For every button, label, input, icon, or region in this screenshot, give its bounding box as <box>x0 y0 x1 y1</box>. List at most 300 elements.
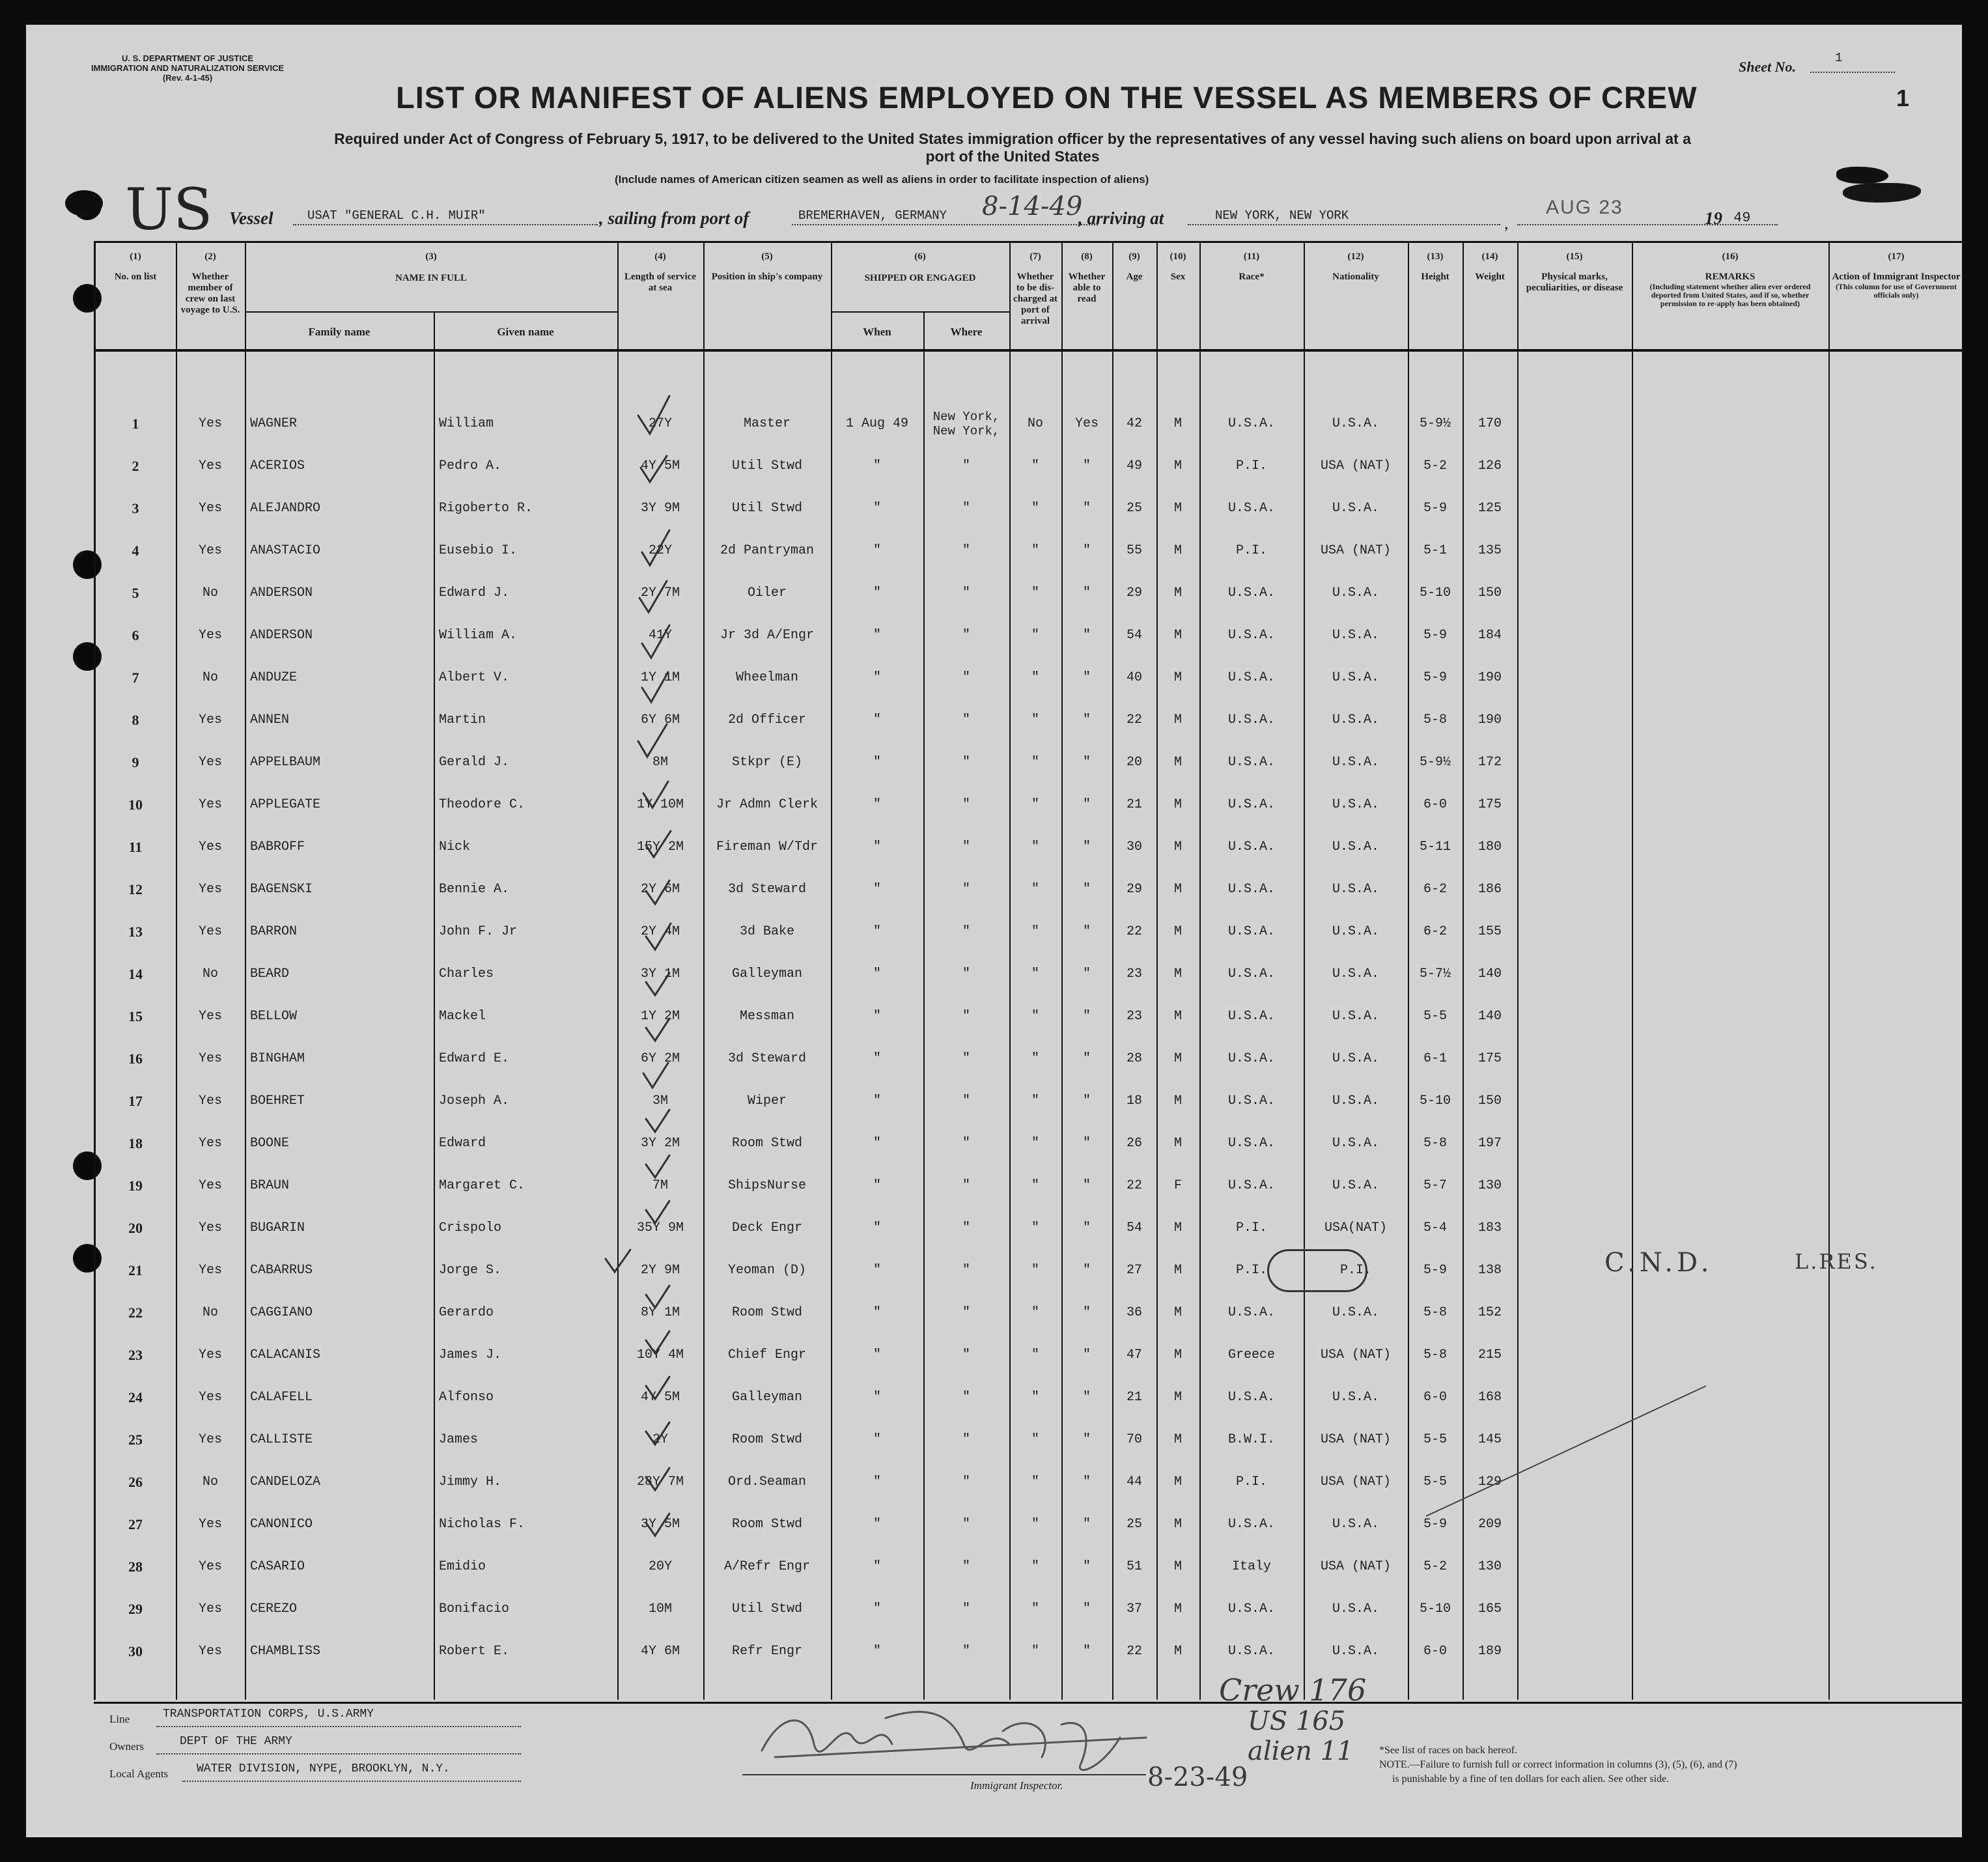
cell-weight: 172 <box>1477 755 1502 770</box>
cell-weight: 197 <box>1477 1136 1502 1151</box>
inspector-label: Immigrant Inspector. <box>970 1779 1063 1792</box>
cell-age: 51 <box>1126 1559 1142 1574</box>
cell-race: U.S.A. <box>1227 628 1275 643</box>
sheet-label: Sheet No. <box>1739 59 1796 75</box>
cell-where: " <box>962 1136 970 1151</box>
cell-read: " <box>1082 670 1091 685</box>
cell-age: 55 <box>1126 543 1142 558</box>
cell-read: " <box>1082 797 1091 812</box>
column-label: Whether able to read <box>1068 272 1106 304</box>
cell-when: " <box>873 1474 881 1489</box>
cell-sex: M <box>1173 1517 1182 1532</box>
cell-sex: M <box>1173 1263 1182 1278</box>
cell-discharged: " <box>1031 712 1039 727</box>
cell-discharged: " <box>1031 1009 1039 1024</box>
cell-sex: M <box>1173 501 1182 516</box>
table-row <box>26 1630 1962 1672</box>
table-row <box>26 572 1962 614</box>
column-header <box>1517 244 1632 294</box>
cell-where: " <box>962 585 970 600</box>
cell-crew: Yes <box>198 1517 222 1532</box>
alien-tally: alien 11 <box>1248 1736 1354 1766</box>
cell-position: Jr 3d A/Engr <box>720 628 815 643</box>
cell-position: Fireman W/Tdr <box>716 839 819 854</box>
cell-given: Nicholas F. <box>439 1517 525 1532</box>
cell-age: 40 <box>1126 670 1142 685</box>
cell-when: " <box>873 1051 881 1066</box>
cell-when: " <box>873 670 881 685</box>
cell-read: " <box>1082 1263 1091 1278</box>
cell-nationality: USA(NAT) <box>1324 1220 1387 1235</box>
vessel-label: Vessel <box>229 208 273 228</box>
cell-when: " <box>873 755 881 770</box>
cell-no: 17 <box>128 1092 143 1109</box>
column-number: (1) <box>130 251 141 262</box>
cell-position: 3d Bake <box>739 924 794 939</box>
manifest-page <box>26 25 1962 1837</box>
cell-given: Mackel <box>439 1009 486 1024</box>
cell-when: " <box>873 712 881 727</box>
table-row <box>26 953 1962 995</box>
cell-sex: F <box>1173 1178 1182 1193</box>
cell-weight: 130 <box>1477 1178 1502 1193</box>
cell-crew: Yes <box>198 712 222 727</box>
table-row <box>26 1334 1962 1376</box>
cell-when: " <box>873 924 881 939</box>
cell-no: 24 <box>128 1389 143 1405</box>
cell-service: 6Y 6M <box>640 712 680 727</box>
table-row <box>26 783 1962 826</box>
cell-position: Deck Engr <box>731 1220 803 1235</box>
cell-sex: M <box>1173 712 1182 727</box>
cell-service: 8M <box>652 755 668 770</box>
cell-when: " <box>873 1220 881 1235</box>
cell-read: " <box>1082 458 1091 473</box>
cell-service: 1Y 1M <box>640 670 680 685</box>
cell-no: 15 <box>128 1008 143 1024</box>
column-label: Action of Immigrant Inspector <box>1832 272 1961 282</box>
cell-nationality: U.S.A. <box>1332 797 1379 812</box>
cell-crew: Yes <box>198 797 222 812</box>
cell-age: 36 <box>1126 1305 1142 1320</box>
cell-read: " <box>1082 1432 1091 1447</box>
agents-label: Local Agents <box>109 1768 169 1780</box>
note-line-2: is punishable by a fine of ten dollars for each alien. See other side. <box>1392 1773 1670 1784</box>
cell-discharged: " <box>1031 1051 1039 1066</box>
cell-where: " <box>962 1601 970 1616</box>
cell-nationality: U.S.A. <box>1332 1178 1379 1193</box>
cell-where: " <box>962 966 970 981</box>
cell-discharged: " <box>1031 670 1039 685</box>
cell-crew: No <box>202 1474 218 1489</box>
cell-discharged: " <box>1031 839 1039 854</box>
cell-when: " <box>873 1263 881 1278</box>
column-number: (14) <box>1481 251 1498 262</box>
table-row <box>26 868 1962 910</box>
column-header <box>1463 244 1517 283</box>
owners-rule <box>156 1753 521 1755</box>
cell-weight: 180 <box>1477 839 1502 854</box>
cell-family: ALEJANDRO <box>250 501 321 516</box>
cell-discharged: " <box>1031 1178 1039 1193</box>
cell-crew: Yes <box>198 1601 222 1616</box>
cell-read: " <box>1082 1390 1091 1405</box>
cell-position: Chief Engr <box>727 1347 807 1362</box>
cell-when: " <box>873 1601 881 1616</box>
column-label: Position in ship's company <box>711 272 823 282</box>
cell-nationality: U.S.A. <box>1332 1644 1379 1659</box>
cell-where: " <box>962 1051 970 1066</box>
cell-given: Edward <box>439 1136 486 1151</box>
cell-given: Martin <box>439 712 486 727</box>
cell-age: 22 <box>1126 712 1142 727</box>
column-label: Nationality <box>1332 272 1379 282</box>
cell-height: 5-8 <box>1423 1347 1447 1362</box>
cell-race: P.I. <box>1235 1263 1267 1278</box>
department-block <box>91 53 284 83</box>
department-line: U. S. DEPARTMENT OF JUSTICE <box>122 53 254 63</box>
cell-position: Wheelman <box>735 670 798 685</box>
cell-nationality: U.S.A. <box>1332 1009 1379 1024</box>
cell-where: " <box>962 543 970 558</box>
cell-nationality: USA (NAT) <box>1320 1559 1392 1574</box>
cell-crew: Yes <box>198 1390 222 1405</box>
cell-height: 5-5 <box>1423 1474 1447 1489</box>
cell-sex: M <box>1173 1305 1182 1320</box>
cell-given: Gerald J. <box>439 755 510 770</box>
cell-when: " <box>873 501 881 516</box>
cell-sex: M <box>1173 1220 1182 1235</box>
cell-read: " <box>1082 882 1091 897</box>
cell-given: Alfonso <box>439 1390 494 1405</box>
sailing-value: BREMERHAVEN, GERMANY <box>798 208 947 223</box>
cell-family: CABARRUS <box>250 1263 313 1278</box>
cell-given: Emidio <box>439 1559 486 1574</box>
cell-no: 27 <box>128 1516 143 1532</box>
cell-weight: 190 <box>1477 670 1502 685</box>
cell-height: 6-2 <box>1423 882 1447 897</box>
cell-family: APPELBAUM <box>250 755 321 770</box>
cell-height: 5-8 <box>1423 1136 1447 1151</box>
cell-discharged: " <box>1031 966 1039 981</box>
cell-age: 30 <box>1126 839 1142 854</box>
cell-discharged: " <box>1031 1220 1039 1235</box>
cell-given: John F. Jr <box>439 924 518 939</box>
cell-no: 20 <box>128 1219 143 1236</box>
cell-sex: M <box>1173 1136 1182 1151</box>
cell-height: 5-9 <box>1423 1263 1447 1278</box>
cell-family: CALACANIS <box>250 1347 321 1362</box>
cell-where: " <box>962 628 970 643</box>
cell-where: " <box>962 1178 970 1193</box>
column-subheader: Where <box>950 326 983 338</box>
table-row <box>26 1588 1962 1630</box>
year-value: 49 <box>1733 210 1751 226</box>
cell-no: 9 <box>132 754 139 770</box>
cell-when: " <box>873 882 881 897</box>
column-number: (3) <box>425 251 437 262</box>
cell-height: 5-9 <box>1423 501 1447 516</box>
cell-when: " <box>873 1093 881 1108</box>
cell-family: WAGNER <box>250 416 298 431</box>
cell-when: " <box>873 1432 881 1447</box>
cell-position: Yeoman (D) <box>727 1263 807 1278</box>
cell-no: 5 <box>132 584 139 601</box>
cell-discharged: " <box>1031 458 1039 473</box>
cell-family: ANNEN <box>250 712 290 727</box>
cell-read: " <box>1082 1009 1091 1024</box>
cell-no: 29 <box>128 1600 143 1617</box>
document-subtitle <box>137 130 1888 165</box>
cell-family: ANDERSON <box>250 628 313 643</box>
cell-race: U.S.A. <box>1227 924 1275 939</box>
cell-weight: 184 <box>1477 628 1502 643</box>
cell-where: " <box>962 1559 970 1574</box>
cell-when: " <box>873 797 881 812</box>
cell-age: 27 <box>1126 1263 1142 1278</box>
cell-read: " <box>1082 1178 1091 1193</box>
table-row <box>26 1291 1962 1334</box>
cell-crew: Yes <box>198 1220 222 1235</box>
cell-nationality: U.S.A. <box>1332 1601 1379 1616</box>
column-header <box>176 244 245 316</box>
cell-nationality: U.S.A. <box>1332 1390 1379 1405</box>
table-row <box>26 487 1962 529</box>
column-label: Length of service at sea <box>624 272 696 293</box>
subtitle-note: (Include names of American citizen seamen as well as aliens in order to facilitate inspection of aliens) <box>615 173 1149 186</box>
cell-age: 18 <box>1126 1093 1142 1108</box>
cell-no: 1 <box>132 415 139 432</box>
cell-race: U.S.A. <box>1227 755 1275 770</box>
cell-sex: M <box>1173 1601 1182 1616</box>
cell-age: 47 <box>1126 1347 1142 1362</box>
cell-given: Edward E. <box>439 1051 510 1066</box>
cell-given: Gerardo <box>439 1305 494 1320</box>
cell-height: 5-11 <box>1419 839 1451 854</box>
cell-nationality: U.S.A. <box>1332 585 1379 600</box>
cell-position: 2d Officer <box>727 712 807 727</box>
cell-position: Room Stwd <box>731 1517 803 1532</box>
cell-weight: 165 <box>1477 1601 1502 1616</box>
cell-sex: M <box>1173 966 1182 981</box>
subtitle-line-1: Required under Act of Congress of February 5, 1917, to be delivered to the United States immigration officer by the representatives of any vessel having such aliens on board upon arrival at a <box>334 130 1691 147</box>
table-row <box>26 741 1962 783</box>
cell-weight: 186 <box>1477 882 1502 897</box>
cell-given: Jorge S. <box>439 1263 502 1278</box>
cell-where: " <box>962 1263 970 1278</box>
cell-position: Ord.Seaman <box>727 1474 807 1489</box>
cell-crew: Yes <box>198 543 222 558</box>
table-header-rule <box>94 350 1962 352</box>
cell-weight: 150 <box>1477 585 1502 600</box>
cell-service: 3Y 1M <box>640 966 680 981</box>
cell-crew: No <box>202 585 218 600</box>
crew-tally: Crew 176 <box>1219 1672 1367 1708</box>
cell-no: 21 <box>128 1262 143 1278</box>
cell-crew: Yes <box>198 1432 222 1447</box>
cell-weight: 140 <box>1477 966 1502 981</box>
column-number: (13) <box>1427 251 1444 262</box>
cell-age: 29 <box>1126 585 1142 600</box>
cell-where: New York, New York, <box>932 409 1000 438</box>
cell-nationality: U.S.A. <box>1332 1305 1379 1320</box>
cell-discharged: " <box>1031 1305 1039 1320</box>
table-row <box>26 614 1962 656</box>
column-header <box>1061 244 1112 305</box>
cell-position: 3d Steward <box>727 882 807 897</box>
cell-family: BEARD <box>250 966 290 981</box>
cell-discharged: No <box>1027 416 1043 431</box>
cell-when: " <box>873 1178 881 1193</box>
agents-rule <box>182 1781 521 1782</box>
cell-family: BAGENSKI <box>250 882 313 897</box>
cell-sex: M <box>1173 924 1182 939</box>
cell-height: 5-1 <box>1423 543 1447 558</box>
cell-where: " <box>962 924 970 939</box>
column-header <box>95 244 176 283</box>
column-header <box>1828 244 1962 300</box>
cell-where: " <box>962 839 970 854</box>
cell-no: 22 <box>128 1304 143 1321</box>
cell-where: " <box>962 501 970 516</box>
cell-sex: M <box>1173 839 1182 854</box>
cell-weight: 209 <box>1477 1517 1502 1532</box>
cell-nationality: U.S.A. <box>1332 712 1379 727</box>
cell-service: 15Y 2M <box>636 839 684 854</box>
line-value: TRANSPORTATION CORPS, U.S.ARMY <box>163 1708 374 1721</box>
cell-no: 10 <box>128 796 143 813</box>
cell-family: BARRON <box>250 924 298 939</box>
cell-read: " <box>1082 712 1091 727</box>
cell-when: " <box>873 1517 881 1532</box>
cell-no: 19 <box>128 1177 143 1194</box>
cell-service: 2Y 7M <box>640 585 680 600</box>
cell-sex: M <box>1173 1347 1182 1362</box>
cell-when: " <box>873 628 881 643</box>
cell-where: " <box>962 1305 970 1320</box>
sailing-label: , sailing from port of <box>599 208 749 228</box>
cell-sex: M <box>1173 1093 1182 1108</box>
cell-family: ANASTACIO <box>250 543 321 558</box>
column-header <box>617 244 703 294</box>
cell-discharged: " <box>1031 1601 1039 1616</box>
cell-nationality: USA (NAT) <box>1320 1347 1392 1362</box>
cell-discharged: " <box>1031 1263 1039 1278</box>
column-header <box>1156 244 1199 283</box>
cell-race: P.I. <box>1235 1220 1267 1235</box>
cell-crew: Yes <box>198 1347 222 1362</box>
cell-nationality: U.S.A. <box>1332 839 1379 854</box>
column-header <box>1112 244 1156 283</box>
column-number: (9) <box>1128 251 1140 262</box>
cell-crew: Yes <box>198 1644 222 1659</box>
cell-height: 5-9 <box>1423 1517 1447 1532</box>
cell-family: CAGGIANO <box>250 1305 313 1320</box>
cell-family: BELLOW <box>250 1009 298 1024</box>
table-row <box>26 1207 1962 1249</box>
sailing-line <box>792 224 1098 225</box>
column-number: (4) <box>654 251 666 262</box>
cell-service: 3Y 2M <box>640 1136 680 1151</box>
column-label: Whether to be dis-charged at port of arrival <box>1013 272 1057 326</box>
cell-read: " <box>1082 1305 1091 1320</box>
cell-discharged: " <box>1031 924 1039 939</box>
column-label: Race* <box>1239 272 1265 282</box>
cell-position: Wiper <box>747 1093 787 1108</box>
cell-age: 20 <box>1126 755 1142 770</box>
cell-no: 25 <box>128 1431 143 1448</box>
cell-given: Pedro A. <box>439 458 502 473</box>
cell-nationality: USA (NAT) <box>1320 458 1392 473</box>
cell-when: " <box>873 458 881 473</box>
cell-given: Bonifacio <box>439 1601 510 1616</box>
cell-where: " <box>962 797 970 812</box>
cell-height: 5-9½ <box>1419 755 1451 770</box>
cell-given: Bennie A. <box>439 882 510 897</box>
cell-service: 2Y 9M <box>640 1263 680 1278</box>
cell-read: " <box>1082 1051 1091 1066</box>
cell-age: 21 <box>1126 1390 1142 1405</box>
cell-service: 4Y 5M <box>640 1390 680 1405</box>
inspector-signature <box>755 1692 1159 1783</box>
column-number: (12) <box>1347 251 1364 262</box>
cell-height: 6-1 <box>1423 1051 1447 1066</box>
cell-service: 3Y 9M <box>640 501 680 516</box>
column-label: Sex <box>1170 272 1186 282</box>
cell-height: 5-8 <box>1423 712 1447 727</box>
cell-when: " <box>873 839 881 854</box>
cell-where: " <box>962 1432 970 1447</box>
column-header <box>703 244 831 283</box>
sheet-line <box>1810 72 1895 73</box>
corner-number: 1 <box>1896 85 1910 111</box>
department-line: IMMIGRATION AND NATURALIZATION SERVICE <box>91 63 285 73</box>
cell-no: 14 <box>128 965 143 982</box>
cell-race: U.S.A. <box>1227 1305 1275 1320</box>
table-row <box>26 1164 1962 1207</box>
cell-height: 6-0 <box>1423 1390 1447 1405</box>
cell-crew: Yes <box>198 1009 222 1024</box>
cell-race: U.S.A. <box>1227 966 1275 981</box>
cell-when: " <box>873 1559 881 1574</box>
cell-race: U.S.A. <box>1227 1601 1275 1616</box>
cell-discharged: " <box>1031 1644 1039 1659</box>
cell-age: 22 <box>1126 1178 1142 1193</box>
cell-crew: Yes <box>198 882 222 897</box>
cell-discharged: " <box>1031 628 1039 643</box>
cell-age: 37 <box>1126 1601 1142 1616</box>
cell-age: 49 <box>1126 458 1142 473</box>
cell-race: U.S.A. <box>1227 1644 1275 1659</box>
cell-given: Albert V. <box>439 670 510 685</box>
cell-family: CALLISTE <box>250 1432 313 1447</box>
table-row <box>26 1037 1962 1080</box>
cell-given: Nick <box>439 839 471 854</box>
cell-service: 8Y 1M <box>640 1305 680 1320</box>
cell-service: 20Y <box>648 1559 672 1574</box>
cell-race: U.S.A. <box>1227 712 1275 727</box>
department-line: (Rev. 4-1-45) <box>162 73 213 83</box>
cell-where: " <box>962 882 970 897</box>
cell-no: 12 <box>128 881 143 897</box>
cell-when: " <box>873 1305 881 1320</box>
cell-no: 13 <box>128 923 143 940</box>
cell-height: 5-9½ <box>1419 416 1451 431</box>
cell-crew: Yes <box>198 1093 222 1108</box>
cell-height: 5-2 <box>1423 458 1447 473</box>
arriving-label: , arriving at <box>1078 208 1164 228</box>
table-row <box>26 1122 1962 1164</box>
